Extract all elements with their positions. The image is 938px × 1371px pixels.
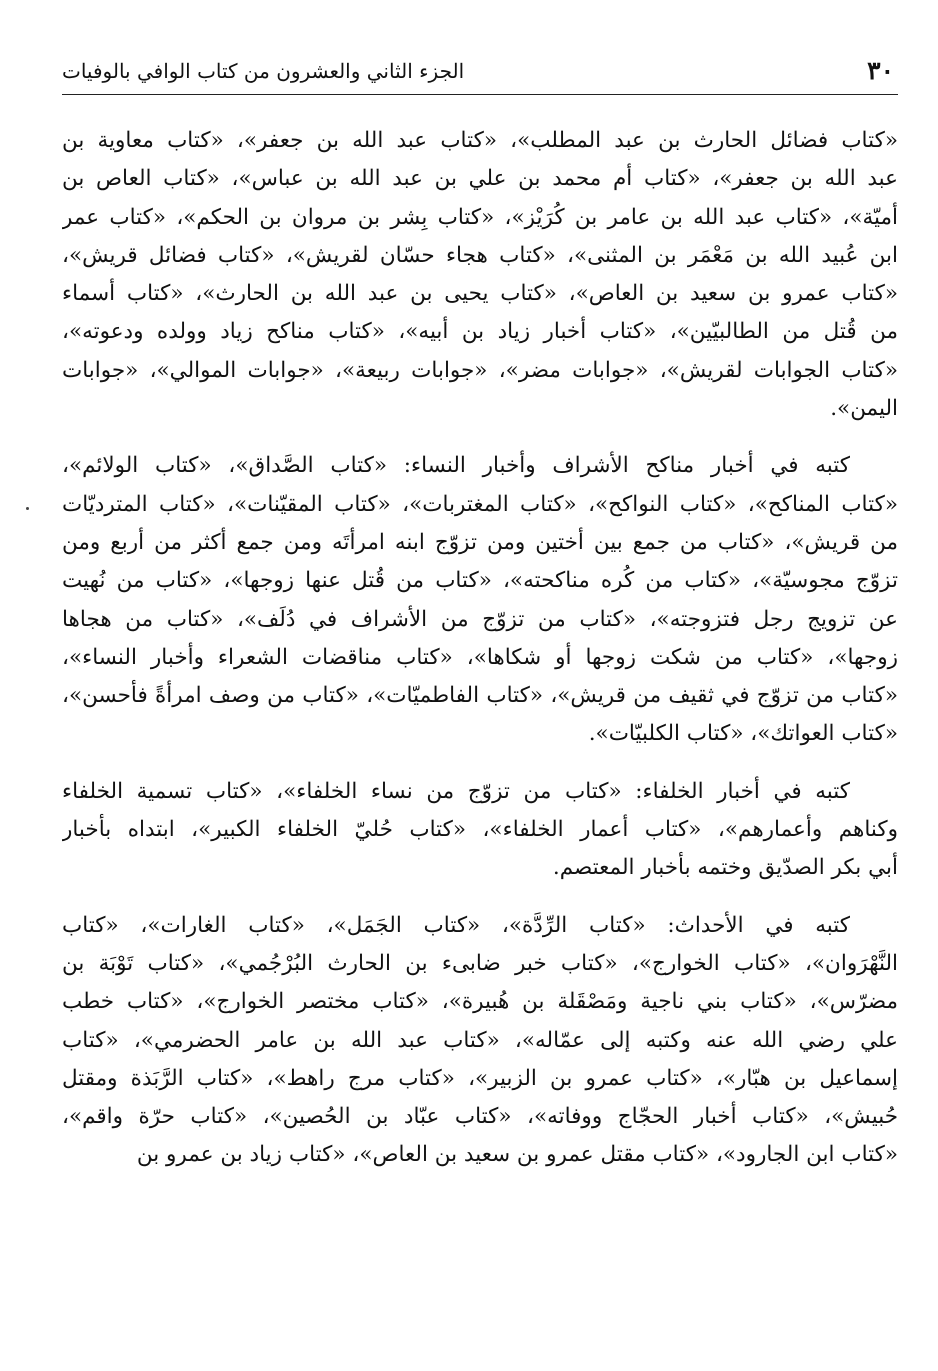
text-line: «كتاب المناكح»، «كتاب النواكح»، «كتاب المغتربات»، «كتاب المقيّنات»، «كتاب المترديّات <box>62 491 898 517</box>
text-line: مضرّس»، «كتاب بني ناجية ومَصْقَلة بن هُبيرة»، «كتاب مختصر الخوارج»، «كتاب خطب <box>62 989 898 1015</box>
paragraph <box>62 447 898 753</box>
paragraph-gap <box>62 754 898 773</box>
page-header <box>62 52 898 95</box>
text-line: كتبه في الأحداث: «كتاب الرِّدَّة»، «كتاب الجَمَل»، «كتاب الغارات»، «كتاب <box>62 912 850 938</box>
paragraph <box>62 907 898 1175</box>
page-number: ٣٠ <box>867 56 894 85</box>
paragraph-gap <box>62 888 898 907</box>
text-line: «كتاب ابن الجارود»، «كتاب مقتل عمرو بن سعيد بن العاص»، «كتاب زياد بن عمرو بن <box>136 1142 898 1168</box>
text-line: ابن عُبيد الله بن مَعْمَر بن المثنى»، «كتاب هجاء حسّان لقريش»، «كتاب فضائل قريش»، <box>62 242 898 268</box>
text-line: عبد الله بن جعفر»، «كتاب أم محمد بن علي بن عبد الله بن عباس»، «كتاب العاص بن <box>62 166 898 192</box>
text-line: زوجها»، «كتاب من شكت زوجها أو شكاها»، «كتاب مناقضات الشعراء وأخبار النساء»، <box>62 644 898 670</box>
text-line: من قُتل من الطالبيّين»، «كتاب أخبار زياد بن أبيه»، «كتاب مناكح زياد وولده ودعوته»، <box>62 319 898 345</box>
text-line: عن تزويج رجل فتزوجته»، «كتاب من تزوّج من الأشراف في دُلَف»، «كتاب من هجاها <box>62 606 898 632</box>
running-title: الجزء الثاني والعشرون من كتاب الوافي بالوفيات <box>62 59 465 83</box>
text-line: أبي بكر الصدّيق وختمه بأخبار المعتصم. <box>552 855 898 881</box>
text-line: كتبه في أخبار مناكح الأشراف وأخبار النساء: «كتاب الصَّداق»، «كتاب الولائم»، <box>62 453 850 479</box>
paragraph <box>62 122 898 428</box>
text-line: وكناهم وأعمارهم»، «كتاب أعمار الخلفاء»، «كتاب حُليّ الخلفاء الكبير»، ابتداه بأخبار <box>62 817 898 843</box>
text-line: «كتاب عمرو بن سعيد بن العاص»، «كتاب يحيى بن عبد الله بن الحارث»، «كتاب أسماء <box>62 281 898 307</box>
text-line: من قريش»، «كتاب من جمع بين أختين ومن تزوّج ابنه امرأتَه ومن جمع أكثر من أربع ومن <box>62 529 898 555</box>
page-body <box>62 122 898 1175</box>
text-line: علي رضي الله عنه وكتبه إلى عمّاله»، «كتاب عبد الله بن عامر الحضرمي»، «كتاب <box>62 1027 898 1053</box>
text-line: تزوّج مجوسيّة»، «كتاب من كُره مناكحته»، «كتاب من قُتل عنها زوجها»، «كتاب من نُهيت <box>62 568 898 594</box>
text-line: «كتاب من تزوّج في ثقيف من قريش»، «كتاب الفاطميّات»، «كتاب من وصف امرأةً فأحسن»، <box>62 683 898 709</box>
paragraph-gap <box>62 428 898 447</box>
text-line: حُبيش»، «كتاب أخبار الحجّاج ووفاته»، «كتاب عبّاد بن الحُصين»، «كتاب حرّة واقم»، <box>62 1104 898 1130</box>
text-line: «كتاب الجوابات لقريش»، «جوابات مضر»، «جوابات ربيعة»، «جوابات الموالي»، «جوابات <box>62 357 898 383</box>
text-line: «كتاب العواتك»، «كتاب الكلبيّات». <box>588 721 898 747</box>
text-line: أميّة»، «كتاب عبد الله بن عامر بن كُرَيْز»، «كتاب بِشر بن مروان بن الحكم»، «كتاب عمر <box>62 204 898 230</box>
text-line: كتبه في أخبار الخلفاء: «كتاب من تزوّج من نساء الخلفاء»، «كتاب تسمية الخلفاء <box>62 778 850 804</box>
text-line: النَّهْرَوان»، «كتاب الخوارج»، «كتاب خبر ضابىء بن الحارث البُرْجُمي»، «كتاب تَوْبَة بن <box>62 950 898 976</box>
margin-mark <box>26 507 29 510</box>
text-line: اليمن». <box>830 396 898 422</box>
text-line: إسماعيل بن هبّار»، «كتاب عمرو بن الزبير»، «كتاب مرج راهط»، «كتاب الرَّبَذة ومقتل <box>62 1065 898 1091</box>
text-line: «كتاب فضائل الحارث بن عبد المطلب»، «كتاب عبد الله بن جعفر»، «كتاب معاوية بن <box>62 128 898 153</box>
paragraph <box>62 773 898 888</box>
